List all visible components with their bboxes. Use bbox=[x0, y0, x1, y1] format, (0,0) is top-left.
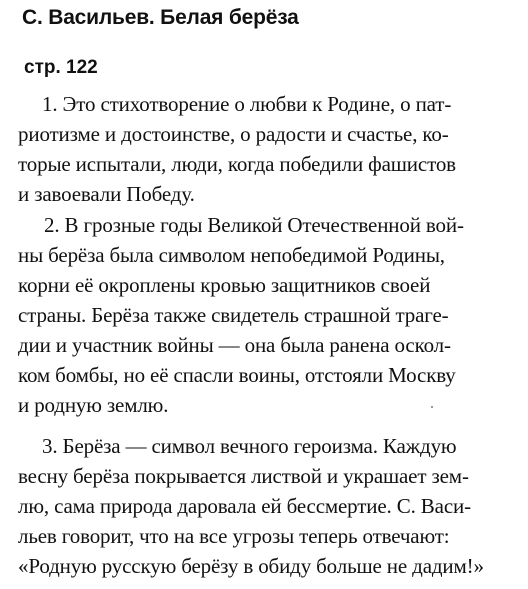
paragraph-1-line-1: 1. Это стихотворение о любви к Родине, о пат- bbox=[42, 92, 452, 116]
paragraph-2-line-7: и родную землю. bbox=[18, 393, 169, 417]
paragraph-2-line-4: страны. Берёза также свидетель страшной траге- bbox=[18, 303, 449, 327]
paragraph-3-line-2: весну берёза покрывается листвой и украшает зем- bbox=[18, 464, 469, 488]
paragraph-3-line-5: «Родную русскую берёзу в обиду больше не дадим!» bbox=[18, 554, 484, 578]
page-title: С. Васильев. Белая берёза bbox=[22, 6, 299, 29]
paragraph-1-line-3: торые испытали, люди, когда победили фашистов bbox=[18, 152, 456, 176]
paragraph-1-line-4: и завоевали Победу. bbox=[18, 182, 195, 206]
scan-speck bbox=[431, 406, 433, 408]
paragraph-3-line-3: лю, сама природа даровала ей бессмертие. С. Васи- bbox=[18, 494, 471, 518]
page-reference: стр. 122 bbox=[24, 57, 98, 78]
paragraph-2-line-3: корни её окроплены кровью защитников своей bbox=[18, 273, 431, 297]
paragraph-3-line-4: льев говорит, что на все угрозы теперь отвечают: bbox=[18, 524, 450, 548]
paragraph-2-line-6: ком бомбы, но её спасли воины, отстояли Москву bbox=[18, 363, 456, 387]
paragraph-2-line-1: 2. В грозные годы Великой Отечественной вой- bbox=[44, 213, 464, 237]
paragraph-2-line-5: дии и участник войны — она была ранена оскол- bbox=[18, 333, 451, 357]
paragraph-1-line-2: риотизме и достоинстве, о радости и счастье, ко- bbox=[18, 122, 449, 146]
paragraph-2-line-2: ны берёза была символом непобедимой Родины, bbox=[18, 243, 445, 267]
paragraph-3-line-1: 3. Берёза — символ вечного героизма. Каждую bbox=[42, 434, 457, 458]
